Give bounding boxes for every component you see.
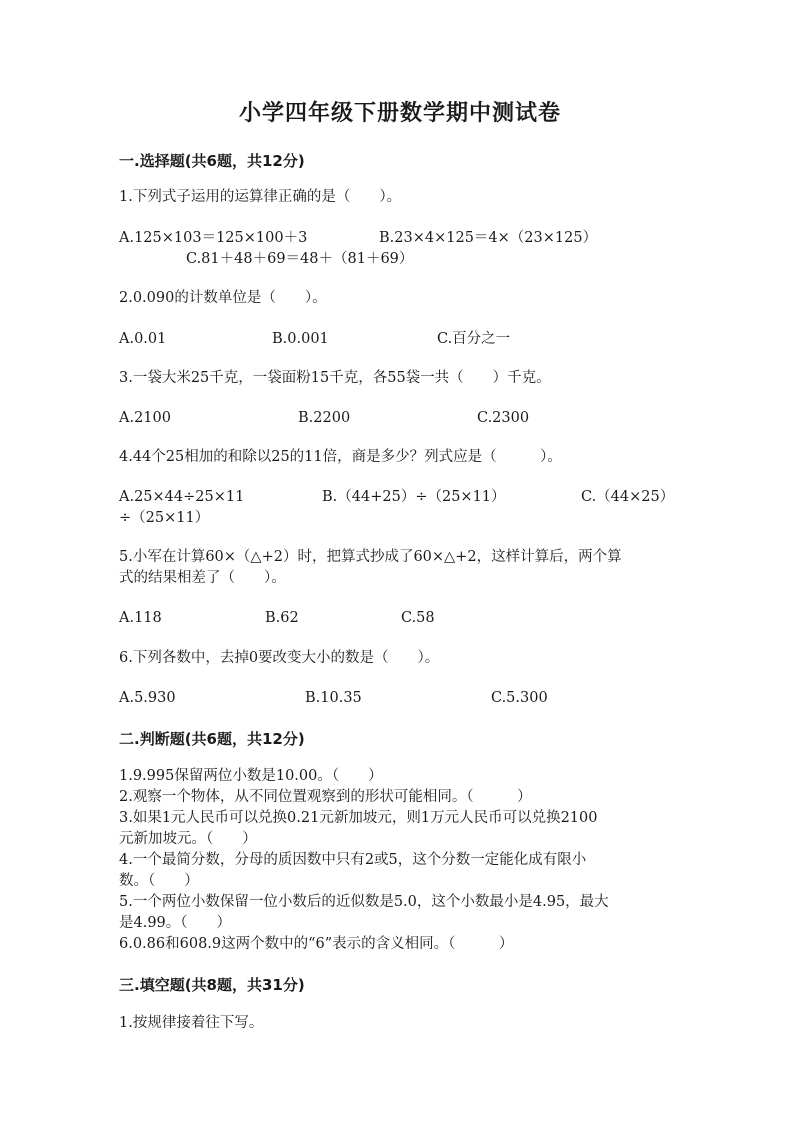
question-5-option-a: A.118 (119, 610, 162, 626)
judge-line: 3.如果1元人民币可以兑换0.21元新加坡元，则1万元人民币可以兑换2100 (119, 810, 598, 826)
judge-line: 1.9.995保留两位小数是10.00。（ ） (119, 768, 383, 784)
section-heading-true-false: 二.判断题(共6题，共12分) (119, 730, 305, 748)
question-6-stem: 6.下列各数中，去掉0要改变大小的数是（ ）。 (119, 650, 440, 666)
question-4-option-c: C.（44×25） (581, 489, 675, 505)
judge-line: 5.一个两位小数保留一位小数后的近似数是5.0，这个小数最小是4.95，最大 (119, 894, 609, 910)
question-2-stem: 2.0.090的计数单位是（ ）。 (119, 290, 327, 306)
exam-title: 小学四年级下册数学期中测试卷 (238, 101, 561, 126)
question-6-option-a: A.5.930 (119, 690, 176, 706)
question-5-stem-line-1: 5.小军在计算60×（△+2）时，把算式抄成了60×△+2，这样计算后，两个算 (119, 549, 622, 565)
question-4-option-a: A.25×44÷25×11 (119, 489, 245, 505)
question-4-option-b: B.（44+25）÷（25×11） (322, 489, 506, 505)
judge-line: 元新加坡元。（ ） (119, 831, 257, 847)
question-4-stem: 4.44个25相加的和除以25的11倍，商是多少？列式应是（ ）。 (119, 449, 562, 465)
judge-line: 6.0.86和608.9这两个数中的“6”表示的含义相同。（ ） (119, 936, 514, 952)
fill-question-1-stem: 1.按规律接着往下写。 (119, 1015, 264, 1031)
question-3-option-a: A.2100 (119, 410, 171, 426)
question-2-option-a: A.0.01 (119, 331, 167, 347)
section-heading-choice: 一.选择题(共6题，共12分) (119, 152, 305, 170)
question-3-stem: 3.一袋大米25千克，一袋面粉15千克，各55袋一共（ ）千克。 (119, 370, 551, 386)
question-6-option-c: C.5.300 (491, 690, 548, 706)
question-3-option-c: C.2300 (477, 410, 530, 426)
question-2-option-b: B.0.001 (272, 331, 329, 347)
judge-line: 4.一个最简分数，分母的质因数中只有2或5，这个分数一定能化成有限小 (119, 852, 587, 868)
question-1-stem: 1.下列式子运用的运算律正确的是（ ）。 (119, 189, 402, 205)
question-1-option-c: C.81＋48＋69＝48＋（81＋69） (186, 251, 414, 267)
question-5-option-b: B.62 (265, 610, 299, 626)
question-6-option-b: B.10.35 (305, 690, 362, 706)
judge-line: 2.观察一个物体，从不同位置观察到的形状可能相同。（ ） (119, 789, 532, 805)
question-1-option-a: A.125×103＝125×100＋3 (119, 230, 308, 246)
judge-line: 是4.99。（ ） (119, 915, 232, 931)
question-1-option-b: B.23×4×125＝4×（23×125） (379, 230, 598, 246)
question-5-stem-line-2: 式的结果相差了（ ）。 (119, 570, 286, 586)
judge-line: 数。（ ） (119, 873, 199, 889)
section-heading-fill-in: 三.填空题(共8题，共31分) (119, 976, 305, 994)
question-3-option-b: B.2200 (298, 410, 351, 426)
question-2-option-c: C.百分之一 (437, 331, 511, 347)
question-4-option-c-continued: ÷（25×11） (119, 510, 210, 526)
question-5-option-c: C.58 (401, 610, 435, 626)
